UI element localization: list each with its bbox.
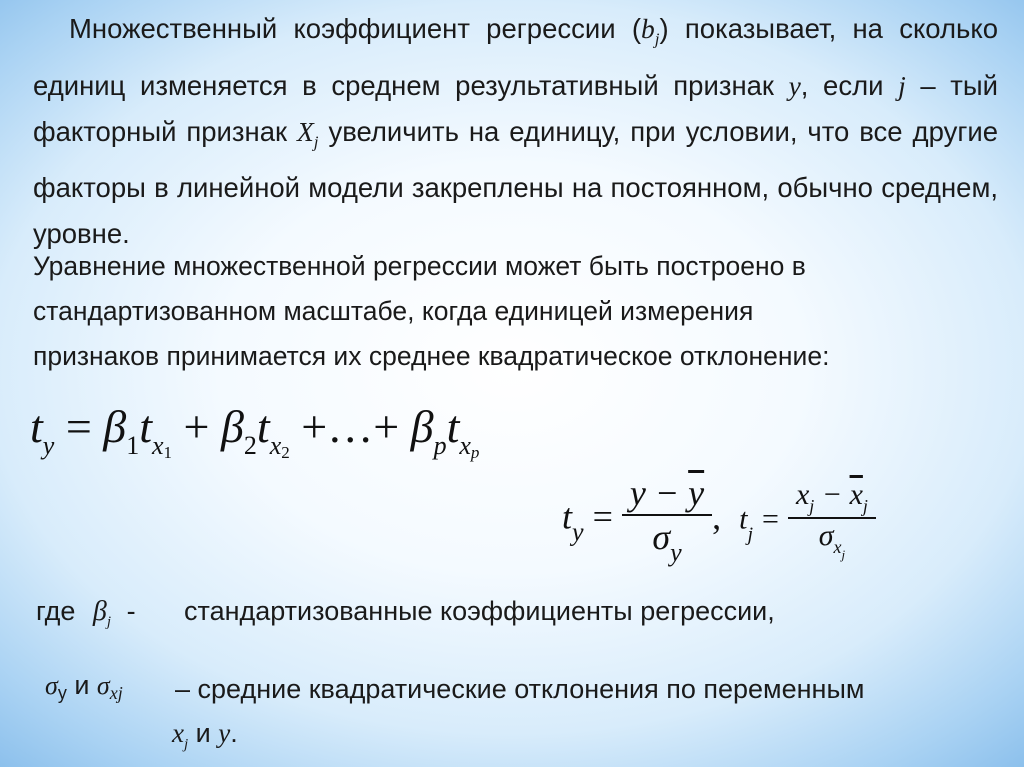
eq-symbol: = — [592, 496, 613, 537]
text-line: сколько единиц изменяется в среднем результативный признак — [33, 13, 999, 101]
eq-subscript: 2 — [281, 443, 290, 462]
text-line: – тый факторный признак — [33, 69, 998, 147]
eq-subscript: j — [862, 495, 868, 516]
eq-subscript: j — [747, 523, 754, 546]
eq-subscript: p — [433, 431, 447, 460]
legend-sigma-description: – средние квадратические отклонения по переменным — [175, 674, 865, 704]
legend-sigma-subscript: y — [57, 683, 67, 703]
fraction-numerator — [622, 472, 712, 514]
eq-subscript: 1 — [163, 443, 173, 462]
eq-symbol: + — [373, 401, 400, 452]
text-line: Уравнение множественной регрессии может быть построено в — [33, 251, 806, 281]
standardized-scale-paragraph — [33, 244, 998, 379]
eq-symbol: t — [139, 401, 152, 452]
eq-subscript: 1 — [126, 431, 140, 460]
text-line: ) показывает, на — [659, 13, 883, 44]
text-line: увеличить на единицу, при — [318, 115, 676, 147]
legend-sigma — [45, 670, 865, 704]
var-b-subscript: j — [654, 29, 660, 49]
text-line: стандартизованном масштабе, когда единицей измерения — [33, 296, 754, 326]
var-b: b — [641, 13, 655, 44]
eq-symbol: t — [739, 502, 748, 536]
eq-subscript: p — [470, 443, 480, 462]
legend-and: и — [188, 718, 219, 748]
eq-subscript: x — [459, 431, 471, 460]
legend-sigma-symbol: σ — [45, 671, 58, 700]
legend-sigma-symbol: σ — [96, 671, 110, 700]
text-line: признаков принимается их среднее квадратическое отклонение: — [33, 341, 830, 371]
eq-subscript: j — [841, 546, 846, 562]
eq-symbol: β — [410, 401, 434, 452]
eq-symbol: x — [795, 477, 810, 511]
eq-symbol: = — [65, 401, 92, 452]
eq-subscript: y — [572, 517, 584, 547]
definition-paragraph — [33, 6, 998, 257]
legend-beta — [36, 596, 775, 631]
legend-beta-subscript: j — [106, 614, 112, 630]
eq-symbol: β — [220, 401, 244, 452]
var-X-subscript: j — [313, 132, 319, 151]
eq-symbol: $\overline{x}$ — [849, 477, 863, 511]
legend-var-x-subscript: j — [183, 736, 189, 753]
var-y: y — [788, 69, 801, 101]
var-j: j — [898, 69, 906, 101]
eq-symbol: = — [762, 502, 779, 536]
eq-symbol: $\overline{y}$ — [688, 473, 705, 513]
legend-beta-symbol: β — [92, 596, 107, 627]
text-line: на постоянном, обычно среднем, уровне. — [33, 172, 999, 249]
eq-symbol: − — [814, 477, 850, 511]
text-line: Множественный коэффициент регрессии ( — [69, 13, 641, 44]
eq-symbol: … — [327, 401, 374, 452]
legend-var-y: y — [218, 718, 231, 748]
text-line: условии, что все другие факторы в линейной модели закреплены — [33, 115, 998, 203]
fraction-denominator — [644, 516, 689, 568]
eq-symbol: + — [301, 401, 328, 452]
legend-variables — [172, 718, 238, 753]
eq-subscript: j — [809, 495, 815, 516]
fraction-ty — [622, 472, 712, 568]
eq-subscript: y — [670, 538, 682, 567]
fraction-denominator — [811, 519, 853, 563]
eq-symbol: y — [629, 473, 646, 513]
eq-symbol: t — [256, 401, 270, 452]
legend-sigma-subscript: xj — [109, 683, 123, 703]
eq-symbol: t — [446, 401, 460, 452]
fraction-tj — [788, 478, 876, 563]
text-punct: , — [800, 69, 809, 101]
legend-dash: - — [126, 596, 136, 626]
eq-symbol: , — [712, 496, 722, 537]
eq-symbol: t — [562, 496, 573, 537]
var-X: X — [296, 115, 314, 147]
legend-punct: . — [230, 718, 238, 748]
standardized-regression-equation — [30, 400, 479, 463]
fraction-numerator — [788, 478, 876, 517]
legend-where: где — [36, 596, 76, 626]
text-line: если — [823, 69, 899, 101]
eq-subscript: 2 — [243, 431, 257, 460]
legend-and: и — [66, 670, 97, 700]
eq-symbol: t — [30, 401, 43, 452]
eq-symbol: − — [645, 473, 689, 513]
eq-symbol: σ — [652, 517, 671, 557]
eq-subscript: x — [833, 536, 842, 557]
eq-subscript: x — [151, 431, 164, 460]
eq-subscript: x — [269, 431, 282, 460]
legend-beta-description: стандартизованные коэффициенты регрессии, — [184, 596, 775, 626]
eq-symbol: + — [183, 401, 210, 452]
eq-subscript: y — [42, 431, 55, 460]
eq-symbol: σ — [818, 518, 834, 552]
eq-symbol: β — [103, 401, 127, 452]
legend-var-x: x — [172, 718, 184, 748]
standardization-formulas — [562, 472, 876, 568]
